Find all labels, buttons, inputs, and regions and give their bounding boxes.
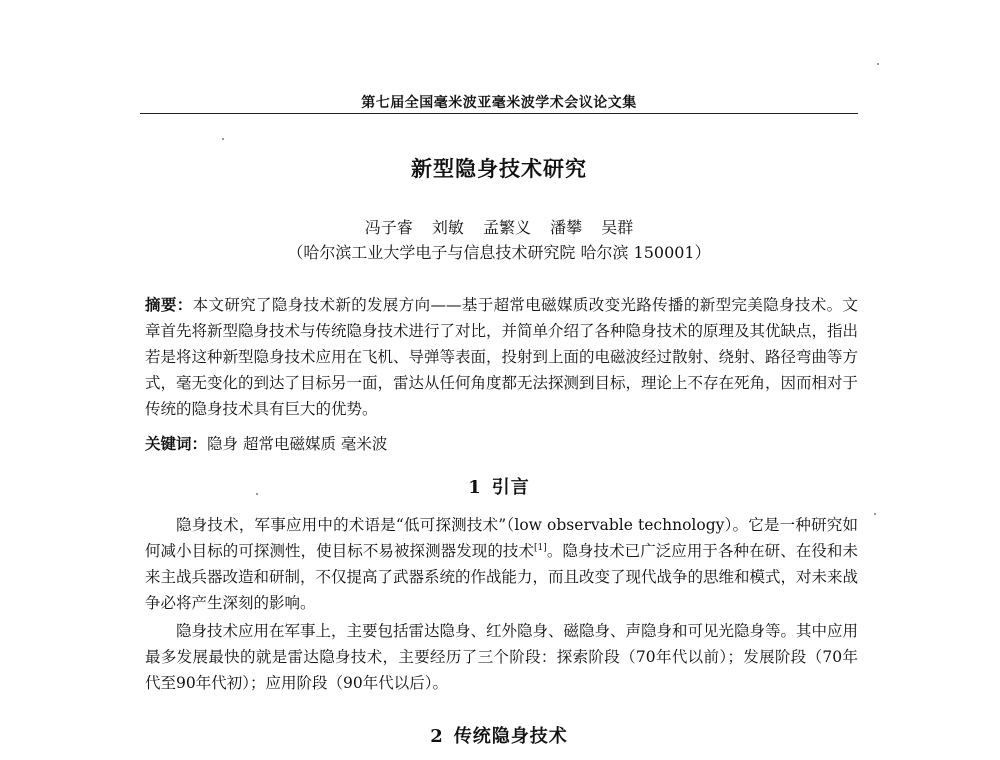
paragraph-text: 。隐身技术已广泛应用于各种在研、在役和未来主战兵器改造和研制，不仅提高了武器系统的作战能力，而且改变了现代战争的思维和模式，对未来战争必将产生深刻的影响。 xyxy=(145,542,859,612)
abstract-text: 本文研究了隐身技术新的发展方向——基于超常电磁媒质改变光路传播的新型完美隐身技术。文章首先将新型隐身技术与传统隐身技术进行了对比，并简单介绍了各种隐身技术的原理及其优缺点，指出若是将这种新型隐身技术应用在飞机、导弹等表面，投射到上面的电磁波经过散射、绕射、路径弯曲等方式，毫无变化的到达了目标另一面，雷达从任何角度都无法探测到目标，理论上不存在死角，因而相对于传统的隐身技术具有巨大的优势。 xyxy=(145,296,859,418)
body-paragraph xyxy=(145,512,858,616)
abstract xyxy=(145,292,858,422)
section-heading-traditional-stealth xyxy=(140,722,858,748)
paper-title: 新型隐身技术研究 xyxy=(411,156,587,181)
abstract-label: 摘要： xyxy=(145,295,193,314)
author-list xyxy=(140,215,858,238)
body-paragraph: 隐身技术应用在军事上，主要包括雷达隐身、红外隐身、磁隐身、声隐身和可见光隐身等。其中应用最多发展最快的就是雷达隐身技术，主要经历了三个阶段：探索阶段（70年代以前）；发展阶段（70年代至90年代初）；应用阶段（90年代以后）。 xyxy=(145,622,859,692)
section-title: 引言 xyxy=(491,477,530,498)
scan-speck xyxy=(222,138,224,140)
running-header: 第七届全国毫米波亚毫米波学术会议论文集 xyxy=(361,95,637,111)
paragraph-text: 隐身技术，军事应用中的术语是“低可探测技术”（low observable technology）。它是一种研究如何减小目标的可探测性，使目标不易被探测器发现的技术 xyxy=(145,516,858,560)
author-name: 冯子睿 xyxy=(364,218,413,237)
author-name: 吴群 xyxy=(601,218,634,237)
keywords-label: 关键词： xyxy=(145,434,208,453)
author-name: 刘敏 xyxy=(431,218,464,237)
scan-speck xyxy=(256,493,258,495)
keywords xyxy=(145,431,858,457)
citation-reference: [1] xyxy=(534,542,547,553)
author-name: 孟繁义 xyxy=(482,218,531,237)
section-heading-introduction xyxy=(140,473,858,499)
header-rule xyxy=(140,113,858,114)
section-title: 传统隐身技术 xyxy=(453,726,568,747)
scan-speck xyxy=(877,63,879,65)
keywords-text: 隐身 超常电磁媒质 毫米波 xyxy=(207,435,388,453)
section-number: 1 xyxy=(468,477,482,498)
section-number: 2 xyxy=(430,726,444,747)
author-name: 潘攀 xyxy=(550,218,583,237)
affiliation: （哈尔滨工业大学电子与信息技术研究院 哈尔滨 150001） xyxy=(287,243,711,262)
scan-speck xyxy=(874,513,876,515)
